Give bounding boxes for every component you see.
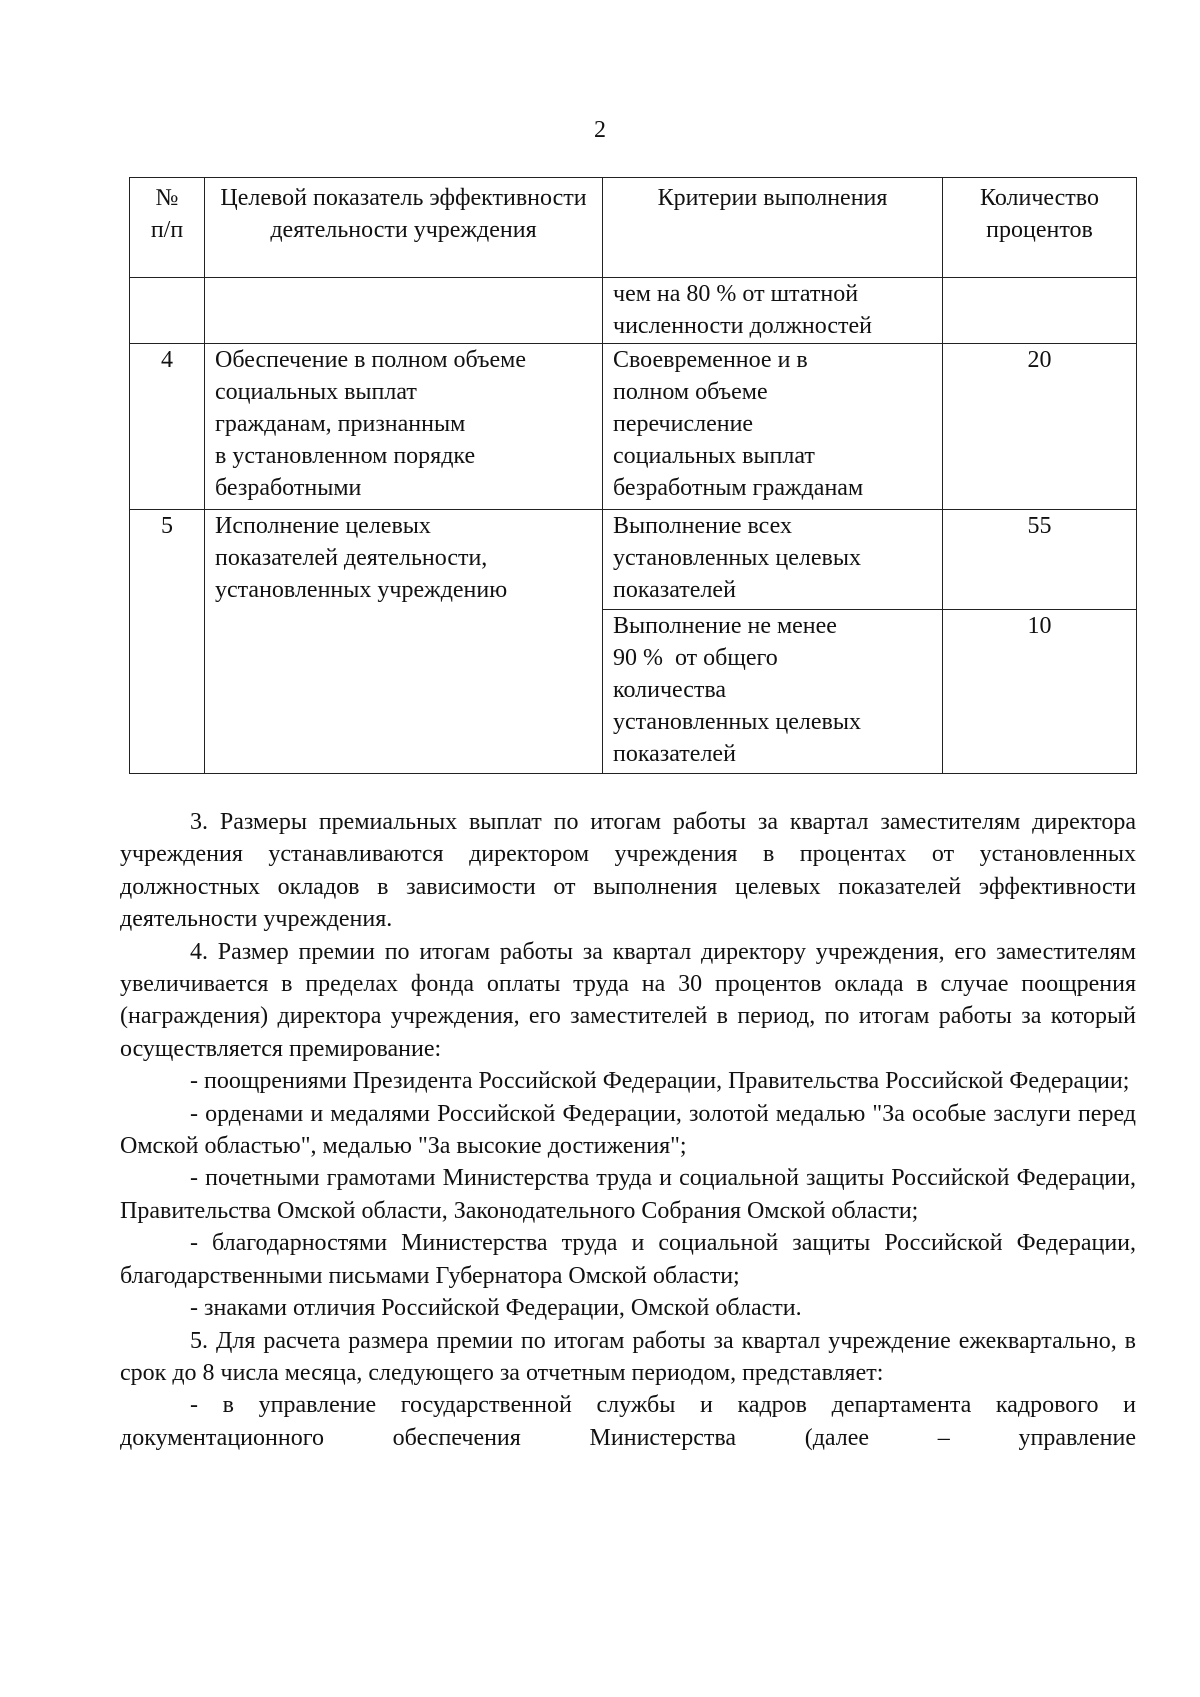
cell-line: Выполнение всех bbox=[613, 513, 792, 539]
paragraph: 4. Размер премии по итогам работы за квартал директору учреждения, его заместителям увеличивается в пределах фонда оплаты труда на 30 процентов оклада в случае поощрения (награждения) директора учреждения, его заместителей в период, по итогам работы за который осуществляется премирование: bbox=[120, 938, 1136, 1062]
cell-line: безработными bbox=[215, 475, 362, 501]
cell-line: перечисление bbox=[613, 411, 754, 437]
table-row bbox=[130, 278, 1137, 344]
cell-line: установленных целевых bbox=[613, 709, 861, 735]
header-percent: Количество процентов bbox=[943, 178, 1137, 278]
row-percent-cell: 10 bbox=[943, 610, 1137, 774]
cell-line: численности должностей bbox=[613, 313, 872, 339]
cell-line: 90 % от общего bbox=[613, 645, 778, 671]
row-indicator-cell bbox=[205, 510, 603, 774]
list-item: - благодарностями Министерства труда и социальной защиты Российской Федерации, благодарственными письмами Губернатора Омской области; bbox=[120, 1230, 1136, 1289]
paragraph: 3. Размеры премиальных выплат по итогам работы за квартал заместителям директора учреждения устанавливаются директором учреждения в процентах от установленных должностных окладов в зависимости от выполнения целевых показателей эффективности деятельности учреждения. bbox=[120, 809, 1136, 933]
row-indicator-cell bbox=[205, 344, 603, 510]
row-number-cell: 4 bbox=[130, 344, 205, 510]
row-percent-cell: 55 bbox=[943, 510, 1137, 610]
row-percent-cell: 20 bbox=[943, 344, 1137, 510]
cell-line: Своевременное и в bbox=[613, 347, 808, 373]
cell-line: гражданам, признанным bbox=[215, 411, 466, 437]
row-number-cell bbox=[130, 278, 205, 344]
cell-line: показателей деятельности, bbox=[215, 545, 488, 571]
cell-line: установленных целевых bbox=[613, 545, 861, 571]
page-number: 2 bbox=[594, 117, 606, 143]
table-header-row bbox=[130, 178, 1137, 278]
document-body bbox=[120, 806, 1136, 1454]
row-criteria-cell bbox=[603, 344, 943, 510]
cell-line: в установленном порядке bbox=[215, 443, 476, 469]
cell-line: социальных выплат bbox=[613, 443, 815, 469]
header-number: № п/п bbox=[130, 178, 205, 278]
list-item: - почетными грамотами Министерства труда и социальной защиты Российской Федерации, Правительства Омской области, Законодательного Собрания Омской области; bbox=[120, 1165, 1136, 1224]
criteria-table bbox=[129, 177, 1137, 774]
table-row bbox=[130, 510, 1137, 610]
cell-line: чем на 80 % от штатной bbox=[613, 281, 859, 307]
cell-line: показателей bbox=[613, 741, 736, 767]
cell-line: количества bbox=[613, 677, 727, 703]
header-indicator: Целевой показатель эффективности деятельности учреждения bbox=[205, 178, 603, 278]
cell-line: показателей bbox=[613, 577, 736, 603]
row-criteria-cell bbox=[603, 510, 943, 610]
header-criteria: Критерии выполнения bbox=[603, 178, 943, 278]
row-number-cell: 5 bbox=[130, 510, 205, 774]
list-item: - поощрениями Президента Российской Федерации, Правительства Российской Федерации; bbox=[190, 1068, 1130, 1095]
cell-line: Обеспечение в полном объеме bbox=[215, 347, 527, 373]
row-percent-cell bbox=[943, 278, 1137, 344]
cell-line: Выполнение не менее bbox=[613, 613, 837, 639]
list-item: - орденами и медалями Российской Федерации, золотой медалью "За особые заслуги перед Омской областью", медалью "За высокие достижения"; bbox=[120, 1100, 1136, 1160]
cell-line: установленных учреждению bbox=[215, 577, 508, 603]
list-item: - знаками отличия Российской Федерации, Омской области. bbox=[190, 1295, 802, 1322]
table-row bbox=[130, 344, 1137, 510]
paragraph: 5. Для расчета размера премии по итогам работы за квартал учреждение ежеквартально, в срок до 8 числа месяца, следующего за отчетным периодом, представляет: bbox=[120, 1327, 1136, 1386]
row-indicator-cell bbox=[205, 278, 603, 344]
list-item: - в управление государственной службы и кадров департамента кадрового и документационного обеспечения Министерства (далее – управление bbox=[120, 1392, 1136, 1451]
cell-line: Исполнение целевых bbox=[215, 513, 431, 539]
row-criteria-cell bbox=[603, 278, 943, 344]
row-criteria-cell bbox=[603, 610, 943, 774]
cell-line: социальных выплат bbox=[215, 379, 417, 405]
cell-line: безработным гражданам bbox=[613, 475, 864, 501]
cell-line: полном объеме bbox=[613, 379, 768, 405]
